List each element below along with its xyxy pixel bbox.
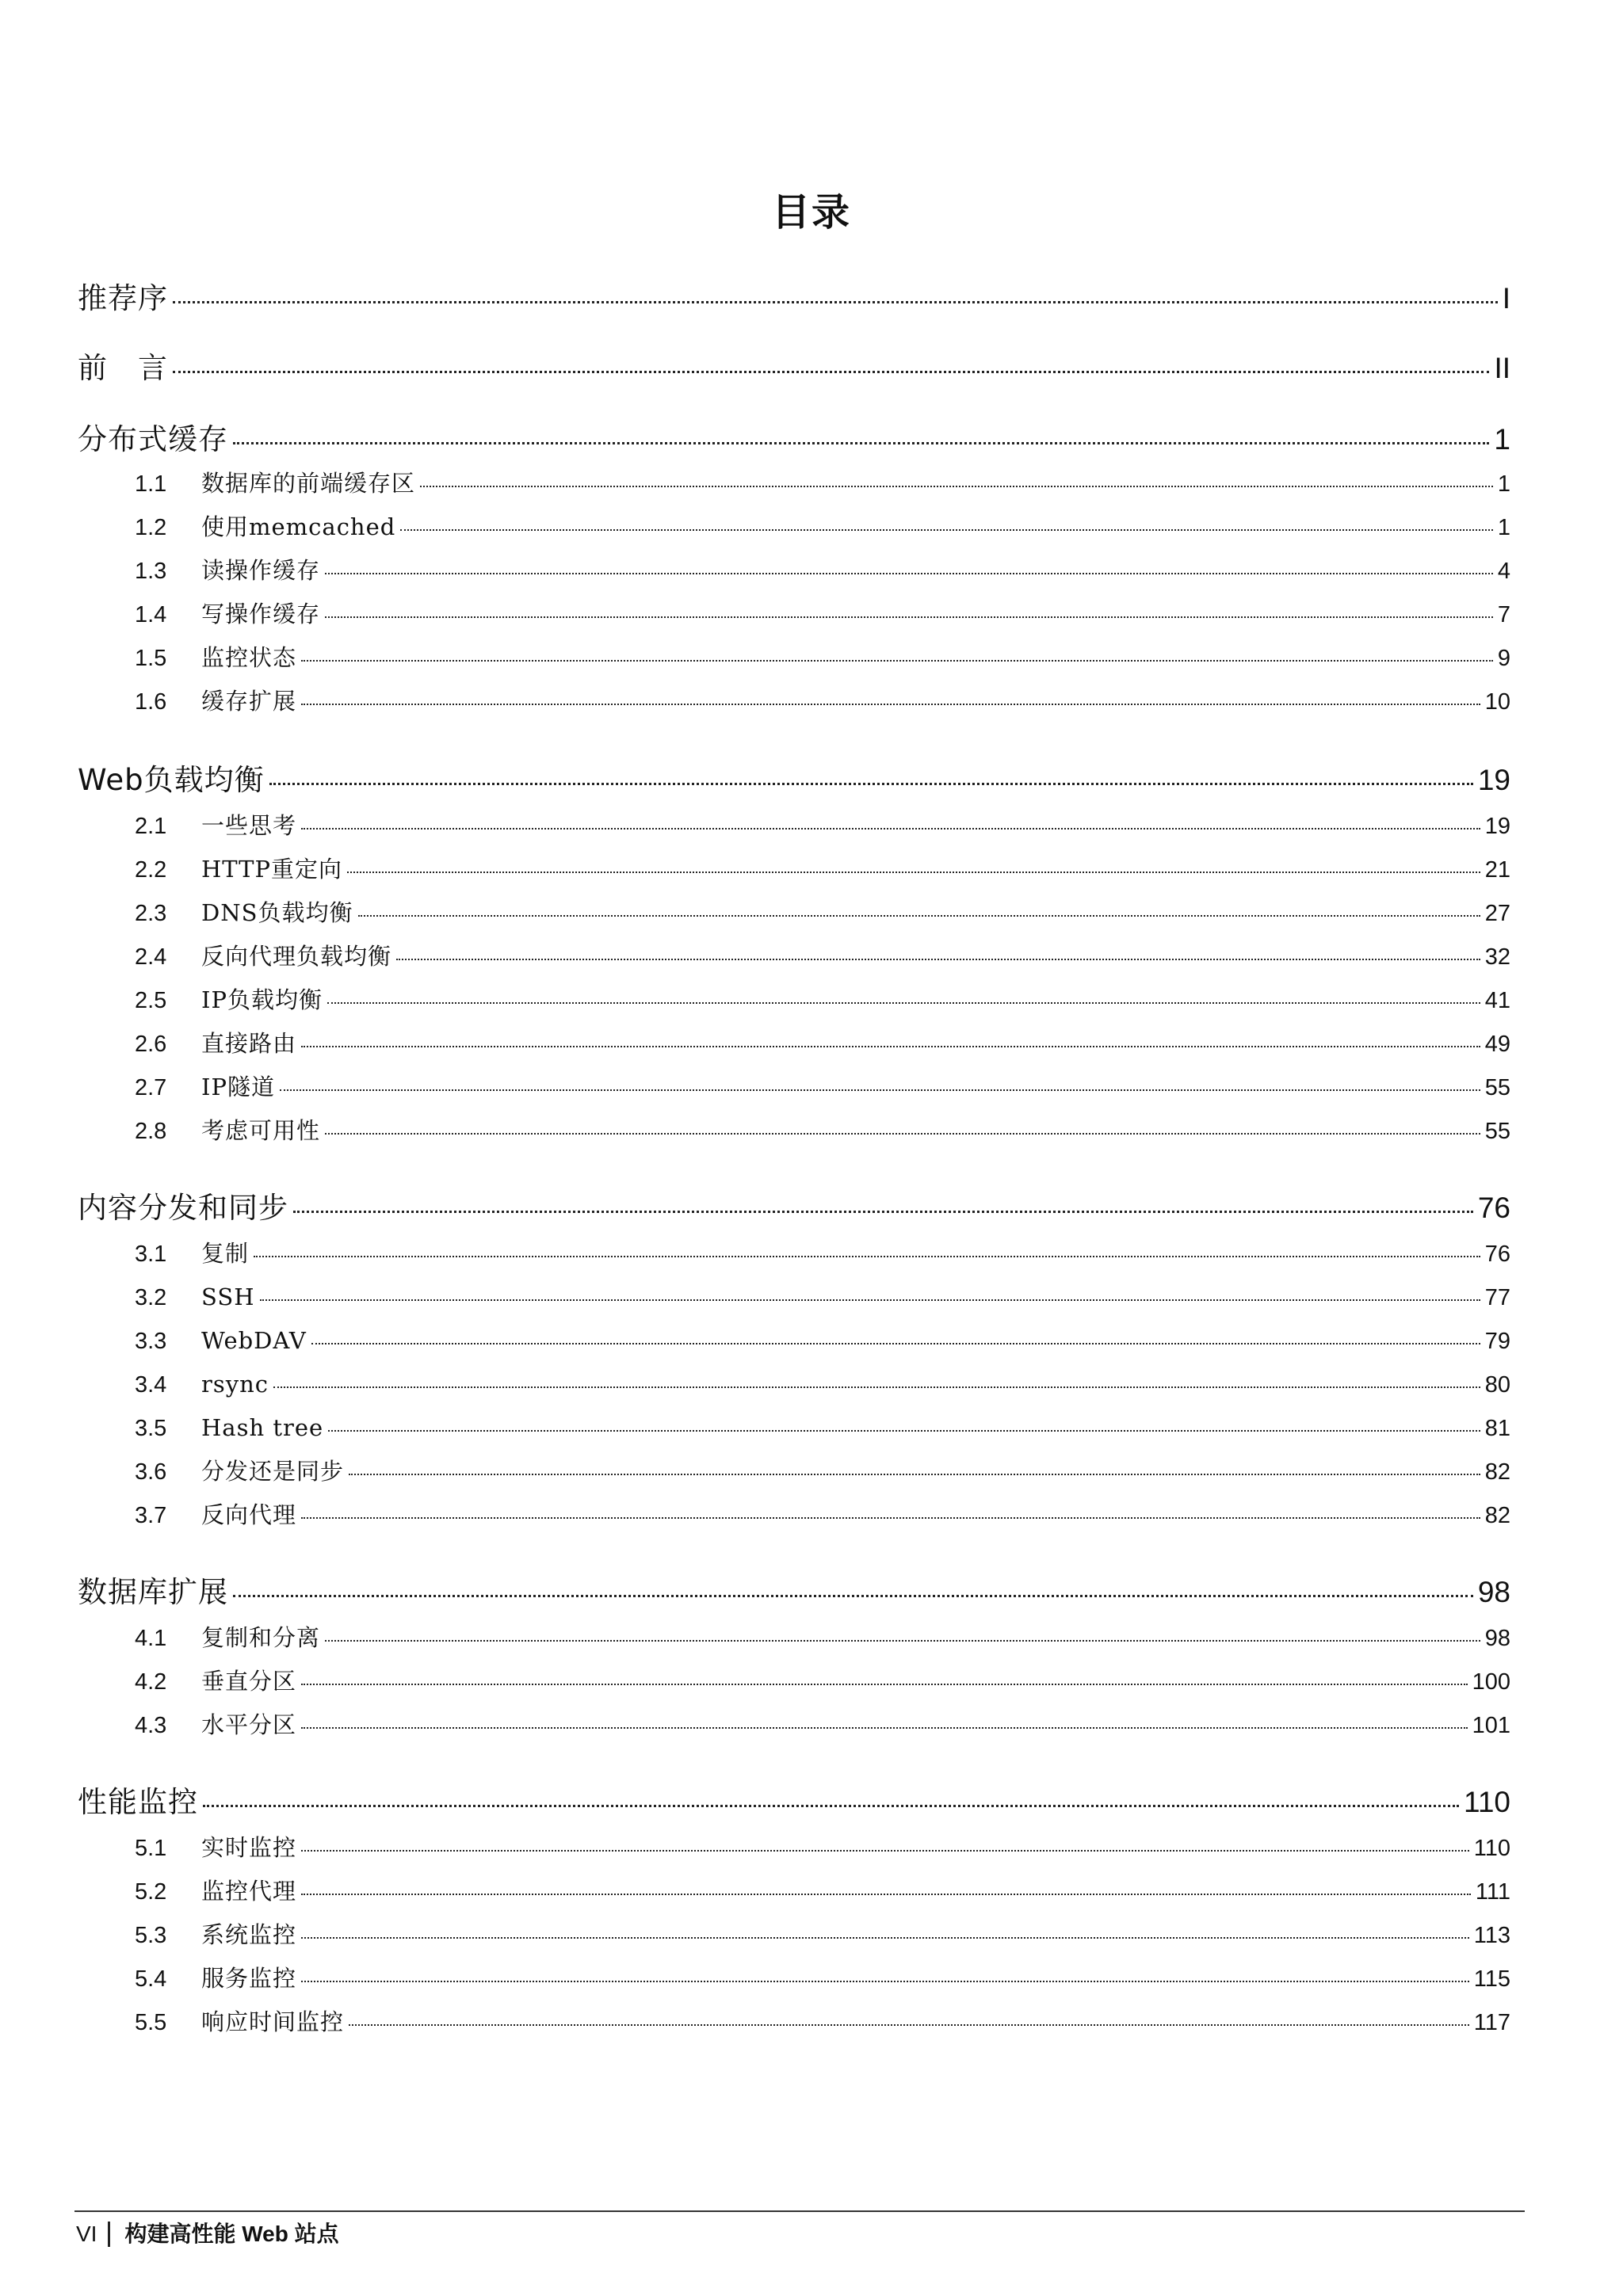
toc-entry-label: 写操作缓存: [201, 601, 321, 627]
page-footer: [76, 2218, 339, 2250]
toc-dot-leader: [233, 1595, 1473, 1597]
toc-page-number: 111: [1475, 1879, 1510, 1905]
toc-entry-label: rsync: [201, 1371, 269, 1398]
toc-page-number: 32: [1484, 944, 1510, 970]
toc-entry-label: 直接路由: [201, 1030, 297, 1057]
toc-section-number: 3.4: [135, 1372, 167, 1398]
toc-section-number: 3.1: [135, 1241, 167, 1267]
toc-dot-leader: [301, 1981, 1469, 1982]
toc-entry-label: 系统监控: [201, 1921, 297, 1948]
toc-dot-leader: [254, 1256, 1480, 1257]
toc-page-number: 19: [1484, 814, 1510, 839]
toc-section-entry[interactable]: [135, 810, 1510, 842]
toc-dot-leader: [328, 1430, 1480, 1432]
toc-dot-leader: [325, 1640, 1480, 1642]
toc-dot-leader: [325, 616, 1493, 618]
toc-page-number: II: [1494, 352, 1510, 384]
toc-entry-label: 分发还是同步: [201, 1458, 345, 1485]
toc-section-number: 5.1: [135, 1836, 167, 1861]
toc-section-entry[interactable]: [135, 1238, 1510, 1270]
toc-section-entry[interactable]: [135, 1412, 1510, 1444]
toc-section-entry[interactable]: [135, 1962, 1510, 1995]
toc-dot-leader: [396, 959, 1480, 960]
toc-section-number: 1.3: [135, 559, 167, 584]
toc-page-number: 110: [1473, 1836, 1510, 1861]
toc-section-number: 1.1: [135, 471, 167, 497]
toc-section-entry[interactable]: [135, 2006, 1510, 2039]
toc-page-number: 19: [1477, 764, 1510, 796]
toc-page-number: 80: [1484, 1372, 1510, 1398]
toc-dot-leader: [260, 1299, 1480, 1301]
toc-entry-label: DNS负载均衡: [201, 899, 353, 926]
toc-entry-label: 前 言: [78, 351, 168, 385]
toc-dot-leader: [173, 371, 1489, 373]
toc-entry-label: 缓存扩展: [201, 688, 297, 715]
toc-chapter-entry[interactable]: [78, 1573, 1510, 1612]
toc-section-number: 1.2: [135, 515, 167, 540]
footer-divider: [74, 2210, 1525, 2212]
toc-section-entry[interactable]: [135, 511, 1510, 543]
toc-page-number: 100: [1472, 1669, 1510, 1695]
toc-dot-leader: [301, 828, 1480, 830]
toc-page-number: 1: [1497, 471, 1510, 497]
toc-page-number: 21: [1484, 857, 1510, 883]
toc-section-entry[interactable]: [135, 1325, 1510, 1357]
toc-dot-leader: [301, 1684, 1468, 1685]
toc-page-number: 82: [1484, 1459, 1510, 1485]
toc-page-number: 77: [1484, 1285, 1510, 1310]
toc-page-number: 9: [1497, 646, 1510, 671]
toc-entry-label: 实时监控: [201, 1834, 297, 1861]
toc-page-number: 7: [1497, 602, 1510, 627]
toc-entry-label: SSH: [201, 1283, 255, 1310]
toc-section-number: 3.3: [135, 1329, 167, 1354]
toc-entry-label: Web负载均衡: [78, 763, 265, 797]
toc-section-entry[interactable]: [135, 1832, 1510, 1864]
toc-section-number: 1.5: [135, 646, 167, 671]
toc-dot-leader: [327, 1002, 1480, 1004]
toc-dot-leader: [301, 1937, 1469, 1939]
toc-section-number: 3.5: [135, 1416, 167, 1441]
toc-page-number: 1: [1494, 423, 1510, 456]
toc-dot-leader: [301, 1046, 1480, 1047]
toc-dot-leader: [347, 871, 1480, 873]
toc-section-entry[interactable]: [135, 1281, 1510, 1314]
toc-chapter-entry[interactable]: [78, 349, 1510, 388]
toc-section-number: 5.5: [135, 2010, 167, 2035]
toc-section-number: 5.2: [135, 1879, 167, 1905]
toc-section-entry[interactable]: [135, 940, 1510, 973]
toc-entry-label: Hash tree: [201, 1414, 324, 1441]
toc-page-number: 10: [1484, 689, 1510, 715]
toc-section-entry[interactable]: [135, 1919, 1510, 1951]
footer-page-number: VI: [76, 2222, 97, 2246]
toc-section-number: 5.3: [135, 1923, 167, 1948]
footer-book-title: 构建高性能 Web 站点: [124, 2222, 339, 2246]
toc-page-number: 79: [1484, 1329, 1510, 1354]
toc-chapter-entry[interactable]: [78, 1188, 1510, 1228]
toc-section-number: 3.2: [135, 1285, 167, 1310]
toc-section-number: 2.7: [135, 1075, 167, 1100]
toc-page-number: 4: [1497, 559, 1510, 584]
toc-section-entry[interactable]: [135, 1499, 1510, 1531]
toc-entry-label: 一些思考: [201, 812, 297, 839]
toc-chapter-entry[interactable]: [78, 279, 1510, 318]
toc-section-entry[interactable]: [135, 1622, 1510, 1654]
toc-page-number: 76: [1477, 1192, 1510, 1224]
toc-dot-leader: [301, 1517, 1480, 1519]
toc-dot-leader: [293, 1211, 1473, 1213]
toc-section-entry[interactable]: [135, 598, 1510, 631]
toc-dot-leader: [325, 1133, 1480, 1135]
toc-entry-label: 分布式缓存: [78, 422, 228, 456]
toc-page-number: 55: [1484, 1075, 1510, 1100]
toc-page-number: 110: [1464, 1786, 1510, 1818]
toc-page-number: I: [1502, 282, 1510, 315]
toc-dot-leader: [233, 442, 1489, 444]
toc-dot-leader: [400, 529, 1493, 531]
toc-section-entry[interactable]: [135, 1665, 1510, 1698]
toc-section-number: 3.6: [135, 1459, 167, 1485]
toc-dot-leader: [301, 1850, 1469, 1852]
toc-section-number: 1.4: [135, 602, 167, 627]
toc-page-number: 27: [1484, 901, 1510, 926]
toc-entry-label: 服务监控: [201, 1965, 297, 1992]
toc-section-number: 2.4: [135, 944, 167, 970]
toc-dot-leader: [203, 1805, 1459, 1807]
toc-section-entry[interactable]: [135, 555, 1510, 587]
toc-dot-leader: [301, 704, 1480, 705]
toc-page-number: 41: [1484, 988, 1510, 1013]
toc-section-entry[interactable]: [135, 1455, 1510, 1488]
toc-entry-label: HTTP重定向: [201, 856, 343, 883]
toc-dot-leader: [301, 1727, 1468, 1729]
toc-dot-leader: [349, 2024, 1469, 2026]
toc-entry-label: IP隧道: [201, 1074, 275, 1100]
toc-entry-label: WebDAV: [201, 1327, 307, 1354]
toc-section-number: 4.3: [135, 1713, 167, 1738]
toc-section-entry[interactable]: [135, 1071, 1510, 1104]
toc-entry-label: 数据库扩展: [78, 1575, 228, 1609]
toc-chapter-entry[interactable]: [78, 761, 1510, 800]
toc-dot-leader: [280, 1089, 1480, 1091]
toc-dot-leader: [311, 1343, 1480, 1344]
toc-dot-leader: [349, 1474, 1480, 1475]
toc-page-number: 117: [1473, 2010, 1510, 2035]
toc-section-entry[interactable]: [135, 642, 1510, 674]
toc-section-entry[interactable]: [135, 467, 1510, 500]
toc-section-entry[interactable]: [135, 853, 1510, 886]
toc-entry-label: 反向代理负载均衡: [201, 943, 392, 970]
toc-entry-label: 响应时间监控: [201, 2008, 345, 2035]
toc-section-number: 2.8: [135, 1119, 167, 1144]
toc-section-number: 3.7: [135, 1503, 167, 1528]
toc-section-number: 4.2: [135, 1669, 167, 1695]
toc-section-number: 1.6: [135, 689, 167, 715]
toc-section-number: 2.5: [135, 988, 167, 1013]
toc-section-entry[interactable]: [135, 1115, 1510, 1147]
toc-section-number: 2.6: [135, 1032, 167, 1057]
toc-section-entry[interactable]: [135, 1875, 1510, 1908]
toc-entry-label: 复制: [201, 1240, 250, 1267]
toc-section-entry[interactable]: [135, 984, 1510, 1016]
page-title: 目录: [771, 190, 851, 235]
toc-page-number: 115: [1473, 1966, 1510, 1992]
toc-entry-label: 考虑可用性: [201, 1117, 321, 1144]
toc-entry-label: 监控状态: [201, 644, 297, 671]
toc-dot-leader: [301, 660, 1493, 662]
toc-entry-label: 水平分区: [201, 1711, 297, 1738]
toc-section-number: 2.3: [135, 901, 167, 926]
toc-entry-label: 内容分发和同步: [78, 1191, 288, 1225]
toc-chapter-entry[interactable]: [78, 420, 1510, 460]
toc-entry-label: 性能监控: [78, 1785, 198, 1819]
toc-entry-label: 监控代理: [201, 1878, 297, 1905]
toc-entry-label: 推荐序: [78, 281, 168, 315]
toc-section-entry[interactable]: [135, 1028, 1510, 1060]
toc-page-number: 98: [1484, 1626, 1510, 1651]
toc-dot-leader: [358, 915, 1480, 917]
toc-entry-label: IP负载均衡: [201, 986, 323, 1013]
toc-dot-leader: [269, 783, 1473, 785]
toc-section-number: 4.1: [135, 1626, 167, 1651]
toc-section-number: 2.2: [135, 857, 167, 883]
toc-dot-leader: [273, 1386, 1480, 1388]
toc-entry-label: 读操作缓存: [201, 557, 321, 584]
toc-dot-leader: [173, 301, 1498, 303]
toc-entry-label: 使用memcached: [201, 513, 396, 540]
toc-page-number: 101: [1472, 1713, 1510, 1738]
toc-section-entry[interactable]: [135, 897, 1510, 929]
toc-page-number: 98: [1477, 1576, 1510, 1608]
toc-page-number: 82: [1484, 1503, 1510, 1528]
toc-entry-label: 垂直分区: [201, 1668, 297, 1695]
toc-section-number: 5.4: [135, 1966, 167, 1992]
toc-page-number: 49: [1484, 1032, 1510, 1057]
toc-page-number: 76: [1484, 1241, 1510, 1267]
footer-separator: [108, 2222, 110, 2247]
toc-dot-leader: [420, 486, 1493, 487]
toc-entry-label: 复制和分离: [201, 1624, 321, 1651]
toc-section-entry[interactable]: [135, 685, 1510, 718]
toc-section-entry[interactable]: [135, 1709, 1510, 1741]
toc-dot-leader: [301, 1894, 1471, 1895]
toc-page-number: 1: [1497, 515, 1510, 540]
toc-dot-leader: [325, 573, 1493, 574]
toc-chapter-entry[interactable]: [78, 1783, 1510, 1822]
toc-entry-label: 反向代理: [201, 1501, 297, 1528]
toc-entry-label: 数据库的前端缓存区: [201, 470, 416, 497]
toc-page-number: 55: [1484, 1119, 1510, 1144]
toc-page-number: 113: [1473, 1923, 1510, 1948]
toc-section-entry[interactable]: [135, 1368, 1510, 1401]
toc-section-number: 2.1: [135, 814, 167, 839]
toc-page-number: 81: [1484, 1416, 1510, 1441]
